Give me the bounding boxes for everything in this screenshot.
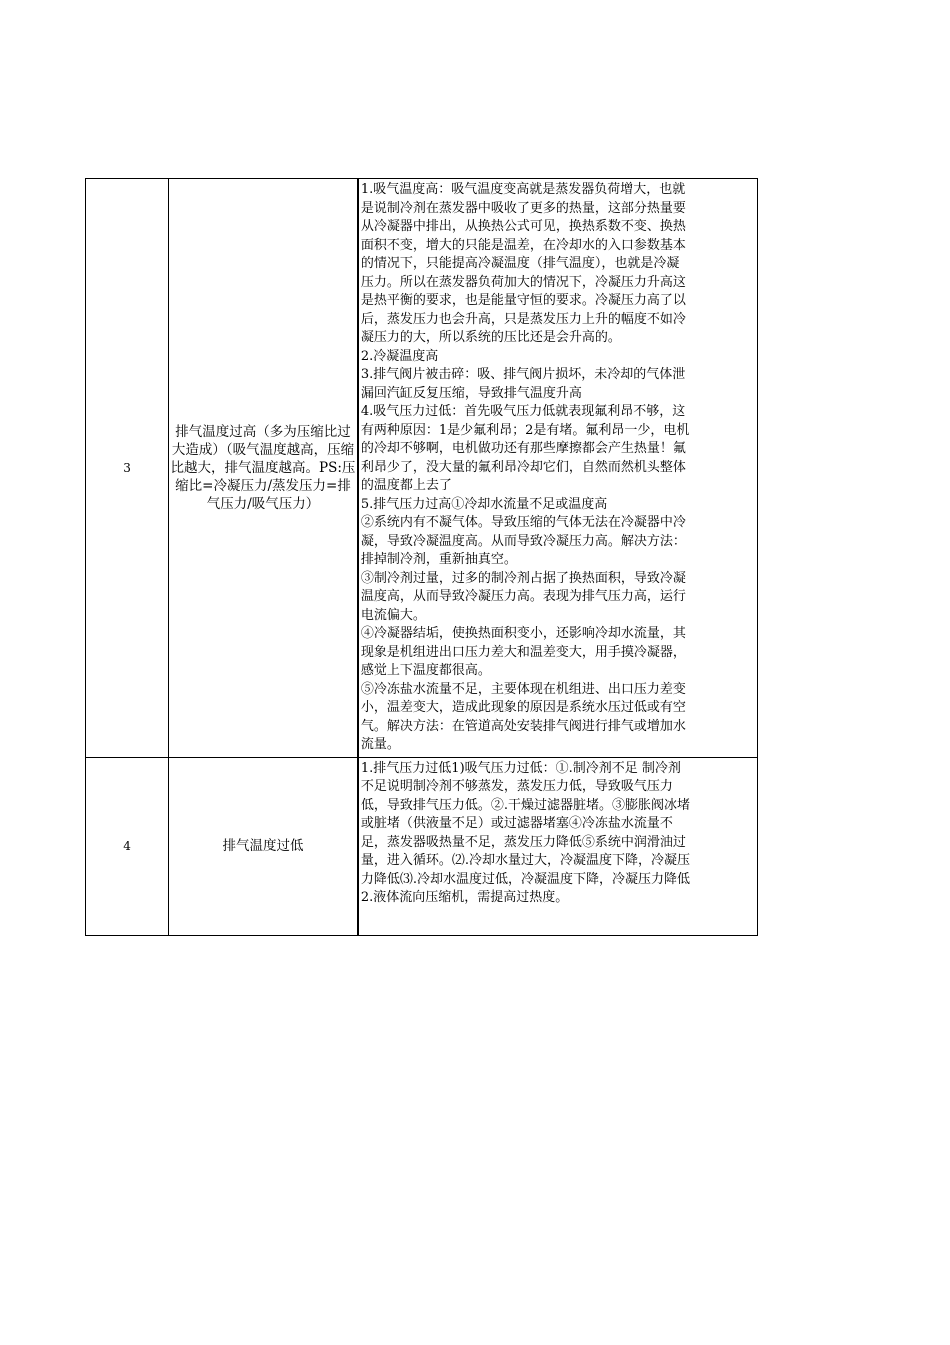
detail-line: 感觉上下温度都很高。 — [360, 663, 491, 678]
detail-line: 凝，导致冷凝温度高。从而导致冷凝压力高。解决方法： — [360, 533, 686, 549]
detail-line: 面积不变，增大的只能是温差，在冷却水的入口参数基本 — [360, 237, 686, 253]
fault-item-text: 排气温度过高（多为压缩比过大造成）（吸气温度越高，压缩比越大，排气温度越高。PS:压缩比=冷凝压力/蒸发压力=排气压力/吸气压力） — [170, 423, 356, 512]
detail-line: 气。解决方法：在管道高处安装排气阀进行排气或增加水 — [360, 718, 686, 734]
detail-line: 有两种原因：1是少氟利昂；2是有堵。氟利昂一少，电机 — [360, 422, 690, 438]
detail-line: 温度高，从而导致冷凝压力高。表现为排气压力高，运行 — [360, 589, 686, 604]
detail-line: 是热平衡的要求，也是能量守恒的要求。冷凝压力高了以 — [360, 293, 686, 308]
detail-line: 足，蒸发器吸热量不足，蒸发压力降低⑤系统中润滑油过 — [360, 834, 686, 850]
detail-line: 不足说明制冷剂不够蒸发，蒸发压力低，导致吸气压力 — [360, 779, 673, 794]
detail-line: 漏回汽缸反复压缩，导致排气温度升高 — [360, 385, 582, 401]
detail-line: 流量。 — [360, 737, 400, 752]
detail-line: 1.排气压力过低1)吸气压力过低：①.制冷剂不足 制冷剂 — [360, 760, 681, 776]
fault-detail — [358, 757, 758, 935]
detail-line: 小，温差变大，造成此现象的原因是系统水压过低或有空 — [360, 700, 686, 715]
fault-detail — [358, 179, 758, 758]
fault-item — [169, 179, 358, 758]
table-row — [86, 179, 758, 758]
row-number: 4 — [86, 757, 169, 935]
fault-item-text: 排气温度过低 — [222, 838, 304, 854]
detail-line: ②系统内有不凝气体。导致压缩的气体无法在冷凝器中冷 — [360, 515, 686, 530]
detail-line: ⑤冷冻盐水流量不足，主要体现在机组进、出口压力差变 — [360, 681, 686, 697]
detail-line: 3.排气阀片被击碎：吸、排气阀片损坏，未冷却的气体泄 — [360, 367, 686, 382]
detail-line: 凝压力的大，所以系统的压比还是会升高的。 — [360, 330, 621, 345]
detail-line: 力降低⑶.冷却水温度过低，冷凝温度下降，冷凝压力降低 — [360, 871, 691, 887]
detail-line: 4.吸气压力过低：首先吸气压力低就表现氟利昂不够，这 — [360, 404, 686, 419]
detail-line: 是说制冷剂在蒸发器中吸收了更多的热量，这部分热量要 — [360, 200, 686, 216]
detail-line: 从冷凝器中排出，从换热公式可见，换热系数不变、换热 — [360, 219, 686, 234]
row-number: 3 — [86, 179, 169, 758]
detail-line: 电流偏大。 — [360, 607, 426, 623]
detail-line: ④冷凝器结垢，使换热面积变小，还影响冷却水流量，其 — [360, 626, 686, 641]
detail-line: 2.液体流向压缩机，需提高过热度。 — [360, 890, 569, 905]
detail-line: 排掉制冷剂，重新抽真空。 — [360, 552, 517, 567]
detail-line: 低，导致排气压力低。②.干燥过滤器脏堵。③膨胀阀冰堵 — [360, 797, 691, 813]
detail-line: 压力。所以在蒸发器负荷加大的情况下，冷凝压力升高这 — [360, 274, 686, 290]
detail-line: 或脏堵（供液量不足）或过滤器堵塞④冷冻盐水流量不 — [360, 816, 673, 831]
troubleshooting-table — [85, 178, 758, 936]
detail-line: 量，进入循环。⑵.冷却水量过大，冷凝温度下降，冷凝压 — [360, 853, 691, 868]
table-row — [86, 757, 758, 935]
detail-line: 的温度都上去了 — [360, 478, 452, 493]
detail-line: 的冷却不够啊，电机做功还有那些摩擦都会产生热量！氟 — [360, 441, 686, 456]
detail-line: 利昂少了，没大量的氟利昂冷却它们，自然而然机头整体 — [360, 459, 686, 475]
detail-line: 的情况下，只能提高冷凝温度（排气温度），也就是冷凝 — [360, 256, 680, 271]
detail-line: 现象是机组进出口压力差大和温差变大，用手摸冷凝器， — [360, 644, 686, 660]
detail-line: ③制冷剂过量，过多的制冷剂占据了换热面积，导致冷凝 — [360, 570, 686, 586]
detail-line: 1.吸气温度高：吸气温度变高就是蒸发器负荷增大，也就 — [360, 182, 686, 197]
detail-line: 5.排气压力过高①冷却水流量不足或温度高 — [360, 496, 608, 512]
fault-item — [169, 757, 358, 935]
detail-line: 2.冷凝温度高 — [360, 348, 439, 364]
detail-line: 后，蒸发压力也会升高，只是蒸发压力上升的幅度不如冷 — [360, 311, 686, 327]
